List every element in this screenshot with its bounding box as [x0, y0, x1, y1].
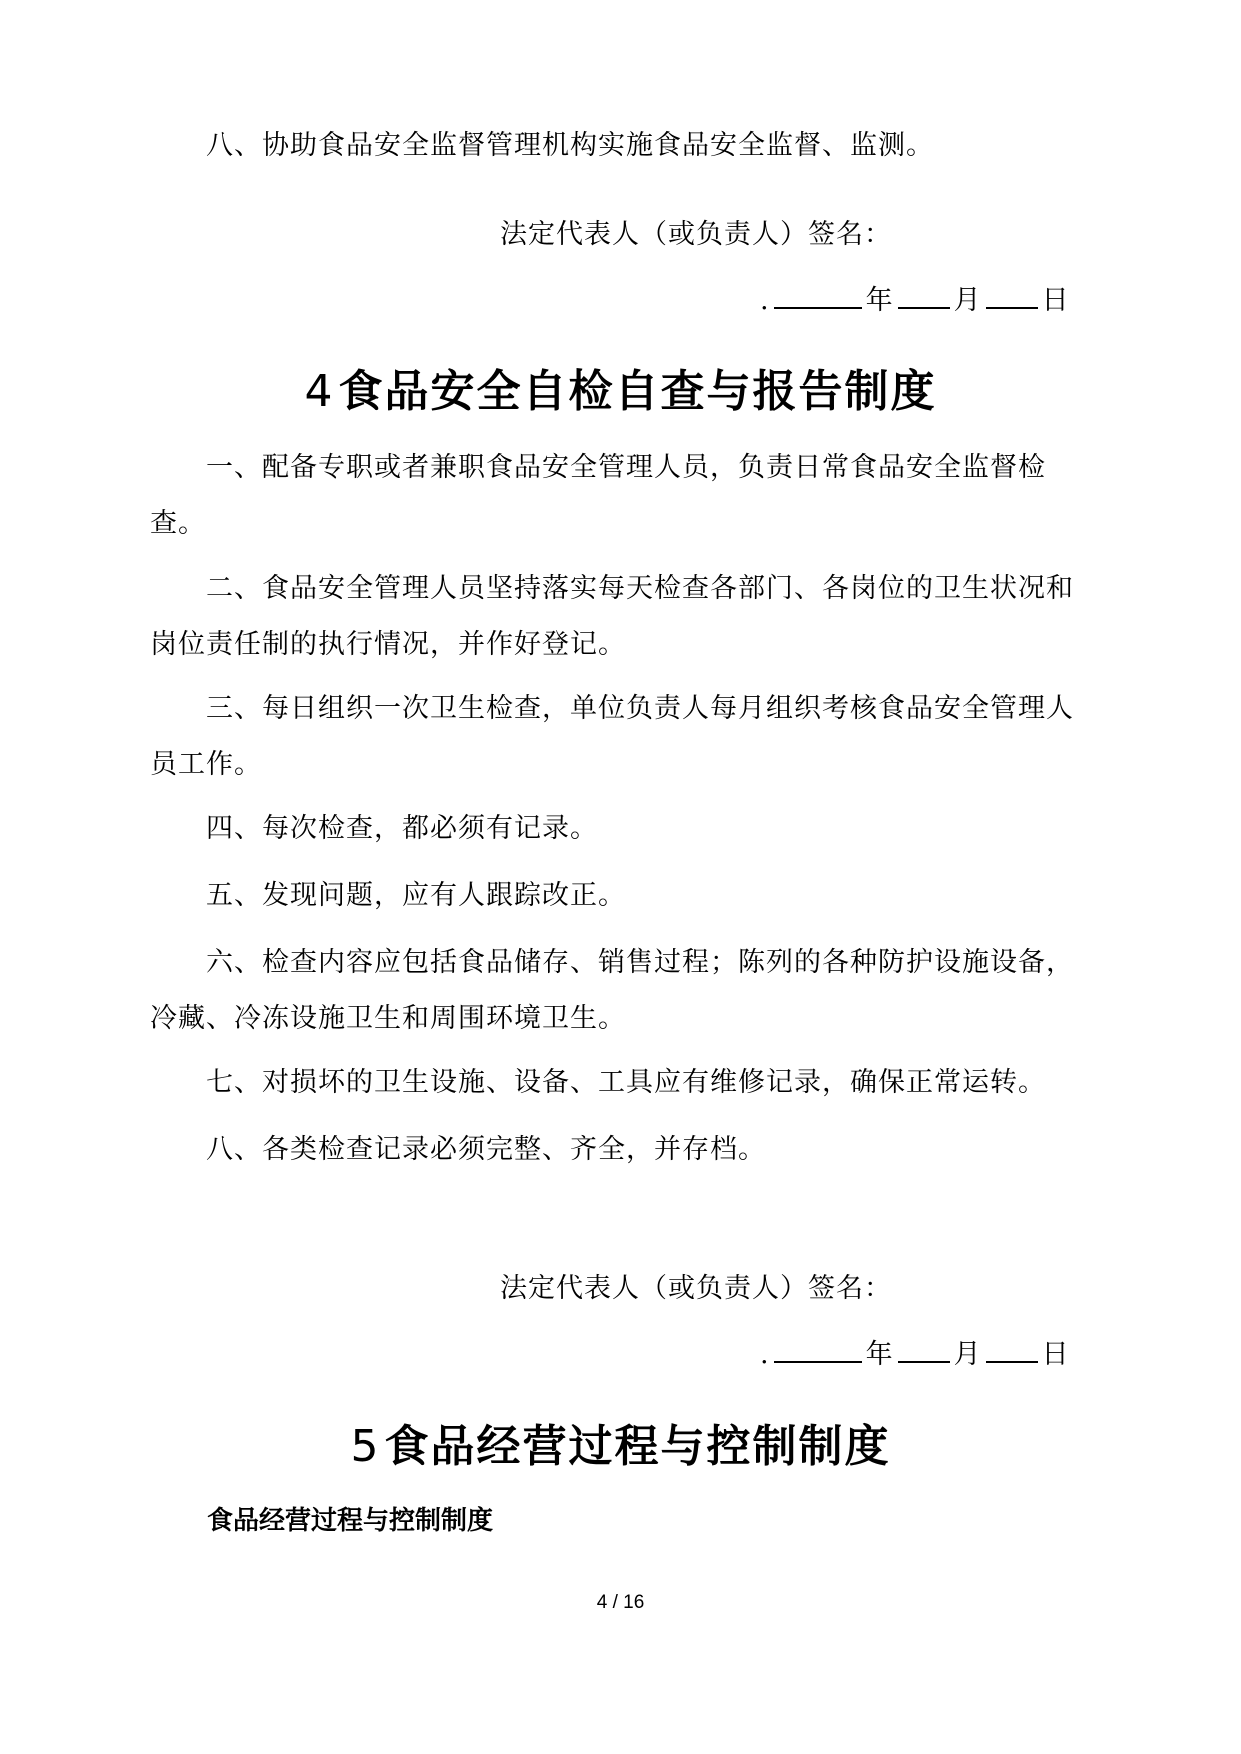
section5-title: 食品经营过程与控制制度 [384, 1421, 891, 1472]
date-day-label: 日 [1041, 285, 1070, 316]
date-day-label: 日 [1041, 1339, 1070, 1370]
section4-title: 食品安全自检自查与报告制度 [338, 366, 937, 417]
section5-number: 5 [350, 1421, 381, 1472]
section4-number: 4 [304, 366, 335, 417]
month-blank [898, 1333, 950, 1363]
date-year-label: 年 [865, 285, 894, 316]
year-blank [774, 279, 862, 309]
section4-signature-label: 法定代表人（或负责人）签名： [500, 1273, 892, 1304]
month-blank [898, 279, 950, 309]
section4-date-line [760, 1332, 1070, 1371]
section5-subtitle: 食品经营过程与控制制度 [207, 1506, 494, 1536]
date-month-label: 月 [953, 1339, 982, 1370]
section4-item-4: 四、每次检查，都必须有记录。 [206, 813, 598, 844]
date-prefix: . [760, 1339, 770, 1370]
section4-item-1: 一、配备专职或者兼职食品安全管理人员，负责日常食品安全监督检查。 [150, 452, 1046, 539]
date-year-label: 年 [865, 1339, 894, 1370]
date-prefix: . [760, 285, 770, 316]
section5-heading [0, 1410, 1241, 1474]
day-blank [986, 1333, 1038, 1363]
section4-item-8: 八、各类检查记录必须完整、齐全，并存档。 [206, 1134, 766, 1165]
section4-item-6: 六、检查内容应包括食品储存、销售过程；陈列的各种防护设施设备，冷藏、冷冻设施卫生和周围环境卫生。 [150, 947, 1074, 1034]
page-number: 4 / 16 [596, 1592, 645, 1613]
section4-item-5: 五、发现问题，应有人跟踪改正。 [206, 880, 626, 911]
year-blank [774, 1333, 862, 1363]
section4-item-2: 二、食品安全管理人员坚持落实每天检查各部门、各岗位的卫生状况和岗位责任制的执行情况，并作好登记。 [150, 573, 1074, 660]
section4-item-3: 三、每日组织一次卫生检查，单位负责人每月组织考核食品安全管理人员工作。 [150, 693, 1074, 780]
date-month-label: 月 [953, 285, 982, 316]
section3-date-line [760, 278, 1070, 317]
section4-item-7: 七、对损坏的卫生设施、设备、工具应有维修记录，确保正常运转。 [206, 1067, 1046, 1098]
section4-heading [0, 355, 1241, 419]
section3-signature-label: 法定代表人（或负责人）签名： [500, 219, 892, 250]
section3-item-8: 八、协助食品安全监督管理机构实施食品安全监督、监测。 [206, 130, 934, 161]
day-blank [986, 279, 1038, 309]
